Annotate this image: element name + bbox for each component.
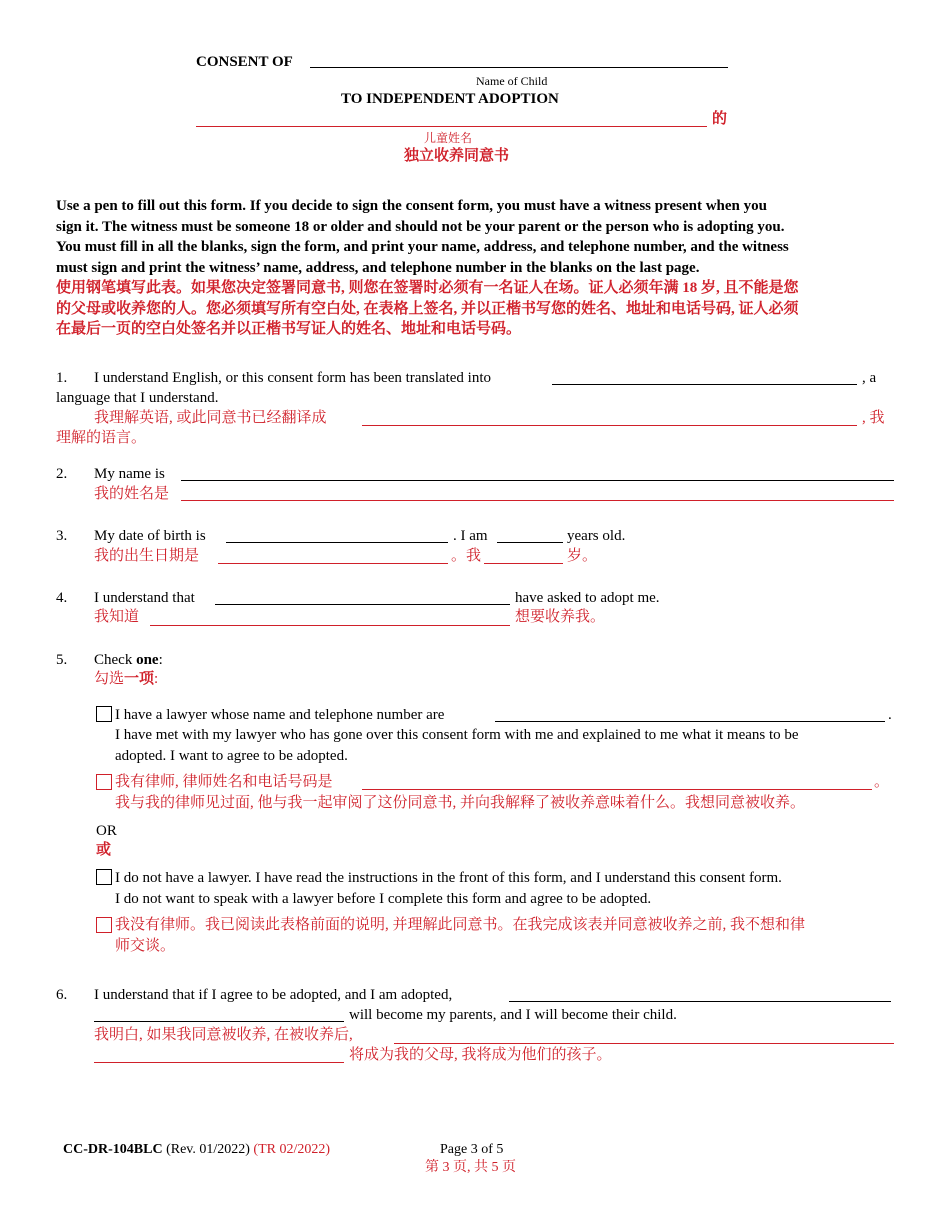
page-number: Page 3 of 5 — [440, 1142, 504, 1157]
one-label: one — [136, 652, 159, 668]
opt1-en-text: I have a lawyer whose name and telephone number are — [115, 707, 445, 723]
opt2-en-text-cont: I do not want to speak with a lawyer before I complete this form and agree to be adopted. — [115, 891, 652, 907]
item6-zh-text-end: 将成为我的父母, 我将成为他们的孩子。 — [349, 1047, 612, 1063]
child-name-field[interactable] — [310, 67, 728, 68]
item1-zh-text-cont: 理解的语言。 — [56, 430, 147, 446]
my-name-field[interactable] — [181, 480, 894, 481]
form-id-line — [63, 1140, 330, 1160]
item1-zh-tail: , 我 — [862, 410, 885, 426]
opt2-zh-text: 我没有律师。我已阅读此表格前面的说明, 并理解此同意书。在我完成该表并同意被收养之前, 我不想和律 — [115, 917, 806, 933]
check-label: Check — [94, 652, 137, 668]
zh-language-field[interactable] — [362, 425, 857, 426]
zh-lawyer-name-phone-field[interactable] — [362, 789, 872, 790]
item-number: 2. — [56, 466, 68, 482]
item2-zh-text: 我的姓名是 — [94, 486, 170, 502]
zh-have-lawyer-checkbox[interactable] — [96, 774, 112, 790]
zh-colon: : — [154, 671, 159, 687]
opt1-en-text-cont: adopted. I want to agree to be adopted. — [115, 748, 348, 764]
zh-no-lawyer-checkbox[interactable] — [96, 917, 112, 933]
zh-child-name-field[interactable] — [196, 126, 707, 127]
age-field[interactable] — [497, 542, 563, 543]
revision: (Rev. 01/2022) — [162, 1142, 254, 1157]
item3-zh-text: 我的出生日期是 — [94, 548, 200, 564]
adoptive-parents-names-field[interactable] — [509, 1001, 891, 1002]
instructions-zh-line: 使用钢笔填写此表。如果您决定签署同意书, 则您在签署时必须有一名证人在场。证人必须年满 18 岁, 且不能是您 — [56, 280, 799, 296]
item4-en-text: I understand that — [94, 590, 195, 606]
item3-zh-text-mid: 。我 — [451, 548, 482, 564]
item3-en-text-mid: . I am — [453, 528, 488, 544]
item6-en-text: I understand that if I agree to be adopted, and I am adopted, — [94, 987, 453, 1003]
opt2-en-text: I do not have a lawyer. I have read the instructions in the front of this form, and I understand this consent form. — [115, 870, 782, 886]
item4-en-text-end: have asked to adopt me. — [515, 590, 660, 606]
adoptive-parents-field[interactable] — [215, 604, 510, 605]
zh-birth-date-field[interactable] — [218, 563, 448, 564]
item6-zh-text: 我明白, 如果我同意被收养, 在被收养后, — [94, 1027, 353, 1043]
opt1-zh-text: 我有律师, 律师姓名和电话号码是 — [115, 774, 333, 790]
zh-adoptive-parents-names-field-cont[interactable] — [94, 1062, 344, 1063]
zh-de-label: 的 — [712, 111, 728, 127]
opt1-en-text-cont: I have met with my lawyer who has gone over this consent form with me and explained to me what it means to be — [115, 727, 799, 743]
instructions-zh — [56, 278, 901, 340]
item3-zh-text-end: 岁。 — [567, 548, 598, 564]
opt1-zh-tail: 。 — [874, 774, 890, 790]
zh-adoptive-parents-names-field[interactable] — [394, 1043, 894, 1044]
instructions-en-line: You must fill in all the blanks, sign the form, and print your name, address, and telephone number, and the witness — [56, 239, 789, 255]
instructions-en-line: must sign and print the witness’ name, address, and telephone number in the blanks on the last page. — [56, 259, 700, 276]
colon: : — [158, 652, 163, 668]
item4-zh-text-end: 想要收养我。 — [515, 609, 606, 625]
consent-of-label: CONSENT OF — [196, 54, 293, 70]
item4-zh-text: 我知道 — [94, 609, 140, 625]
lawyer-name-phone-field[interactable] — [495, 721, 885, 722]
zh-or-label: 或 — [96, 842, 112, 858]
item5-zh-heading — [94, 669, 158, 689]
zh-adoptive-parents-field[interactable] — [150, 625, 510, 626]
zh-check-label: 勾选 — [94, 671, 125, 687]
zh-one-label: 一项 — [124, 671, 155, 687]
have-lawyer-checkbox[interactable] — [96, 706, 112, 722]
translation-revision: (TR 02/2022) — [253, 1142, 331, 1157]
item-number: 3. — [56, 528, 68, 544]
or-label: OR — [96, 823, 117, 839]
opt1-zh-text-cont: 我与我的律师见过面, 他与我一起审阅了这份同意书, 并向我解释了被收养意味着什么。我想同意被收养。 — [115, 795, 806, 811]
item5-en-heading — [94, 650, 163, 670]
item1-zh-text: 我理解英语, 或此同意书已经翻译成 — [94, 410, 327, 426]
name-of-child-caption: Name of Child — [476, 74, 548, 88]
opt2-zh-text-cont: 师交谈。 — [115, 938, 176, 954]
item-number: 4. — [56, 590, 68, 606]
adoptive-parents-names-field-cont[interactable] — [94, 1021, 344, 1022]
item2-en-text: My name is — [94, 466, 165, 482]
item1-en-text-cont: language that I understand. — [56, 390, 219, 406]
zh-page-number: 第 3 页, 共 5 页 — [425, 1160, 516, 1175]
zh-my-name-field[interactable] — [181, 500, 894, 501]
item1-en-text: I understand English, or this consent form has been translated into — [94, 370, 491, 386]
item3-en-text-end: years old. — [567, 528, 626, 544]
item1-en-tail: , a — [862, 370, 877, 386]
birth-date-field[interactable] — [226, 542, 448, 543]
form-title: TO INDEPENDENT ADOPTION — [341, 91, 559, 107]
instructions-zh-line: 的父母或收养您的人。您必须填写所有空白处, 在表格上签名, 并以正楷书写您的姓名、地址和电话号码, 证人必须 — [56, 300, 799, 317]
no-lawyer-checkbox[interactable] — [96, 869, 112, 885]
instructions-en — [56, 196, 901, 278]
item3-en-text: My date of birth is — [94, 528, 206, 544]
item6-en-text-end: will become my parents, and I will become their child. — [349, 1007, 677, 1023]
instructions-en-line: sign it. The witness must be someone 18 or older and should not be your parent or the person who is adopting you. — [56, 218, 785, 235]
zh-age-field[interactable] — [484, 563, 563, 564]
instructions-zh-line: 在最后一页的空白处签名并以正楷书写证人的姓名、地址和电话号码。 — [56, 321, 522, 337]
zh-name-of-child-caption: 儿童姓名 — [424, 131, 473, 145]
instructions-en-line: Use a pen to fill out this form. If you decide to sign the consent form, you must have a witness present when you — [56, 198, 767, 214]
form-id: CC-DR-104BLC — [63, 1142, 163, 1157]
item-number: 1. — [56, 370, 68, 386]
zh-form-title: 独立收养同意书 — [404, 148, 510, 164]
item-number: 6. — [56, 987, 68, 1003]
language-field[interactable] — [552, 384, 857, 385]
opt1-en-tail: . — [888, 707, 892, 723]
item-number: 5. — [56, 652, 68, 668]
